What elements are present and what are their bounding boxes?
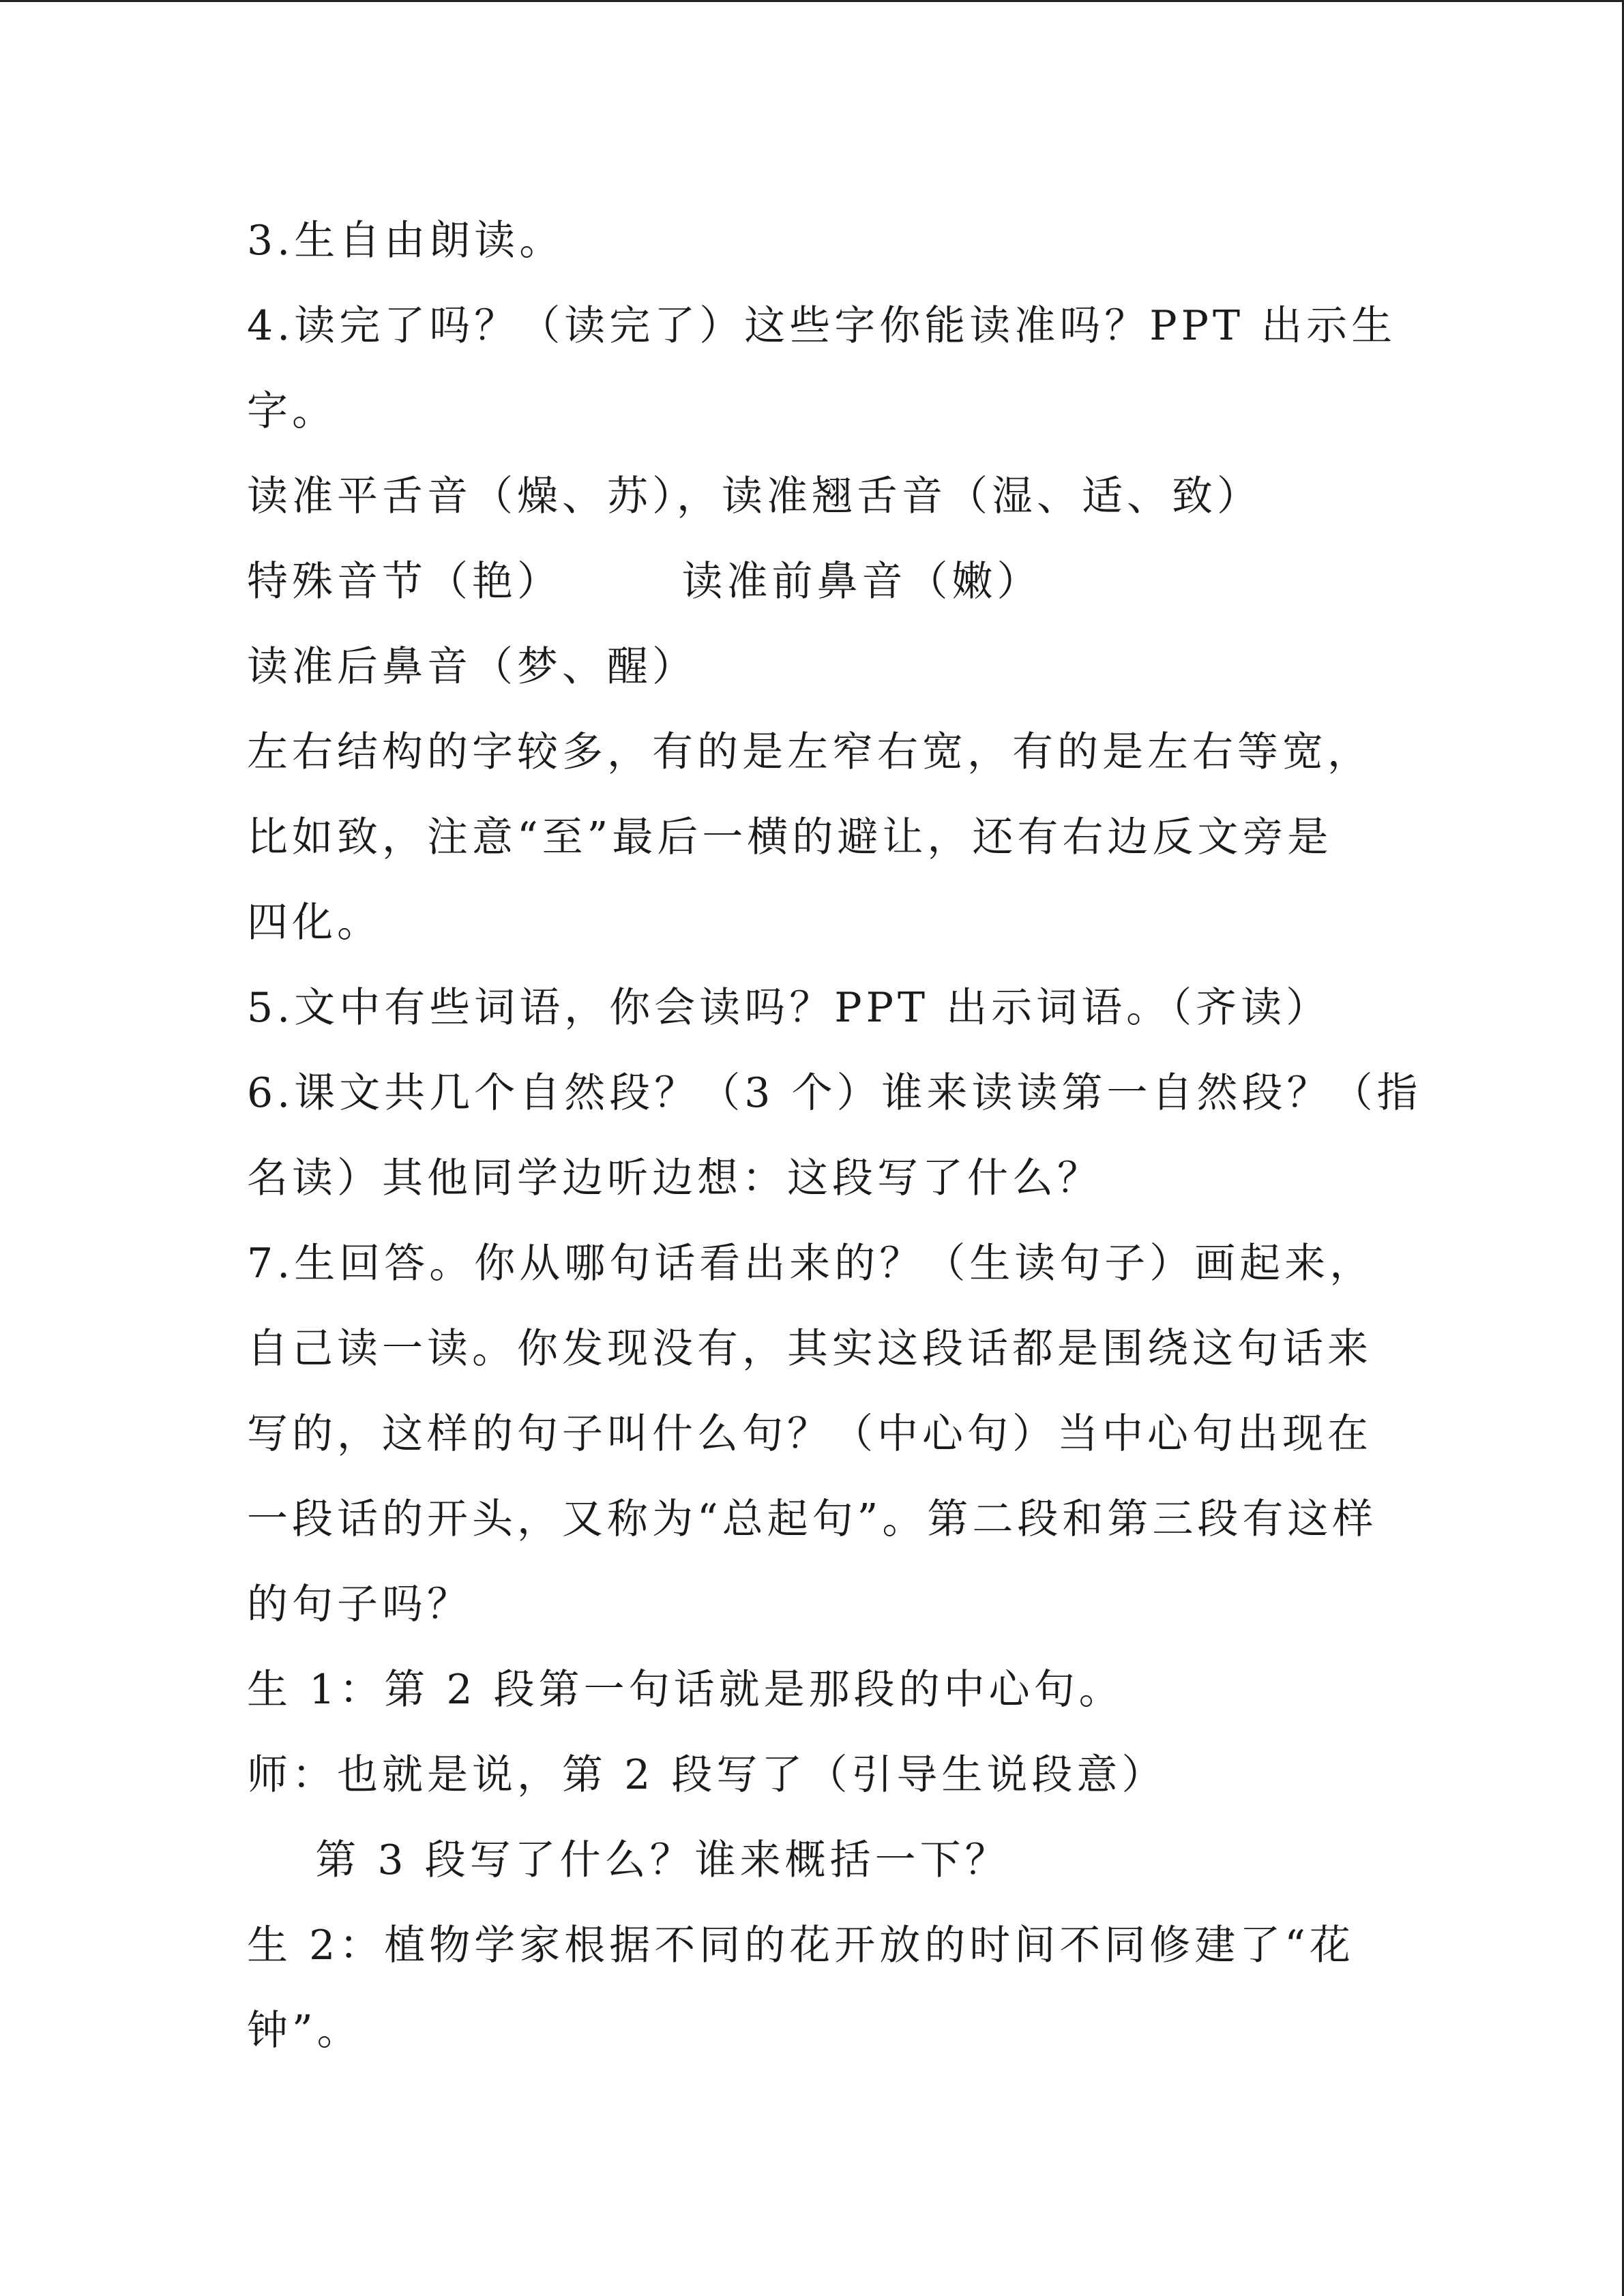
text-line: 4.读完了吗？（读完了）这些字你能读准吗？PPT 出示生 [247, 302, 1397, 350]
text-line: 生 2：植物学家根据不同的花开放的时间不同修建了“花 [247, 1922, 1355, 1969]
text-line: 第 3 段写了什么？谁来概括一下？ [247, 1836, 1010, 1884]
text-line: 的句子吗？ [247, 1581, 472, 1628]
text-line: 字。 [247, 387, 337, 435]
text-line: 7.生回答。你从哪句话看出来的？（生读句子）画起来， [247, 1240, 1375, 1287]
text-line: 左右结构的字较多，有的是左窄右宽，有的是左右等宽， [247, 728, 1372, 776]
text-line: 钟”。 [247, 2007, 362, 2055]
text-line: 四化。 [247, 899, 382, 946]
text-line: 6.课文共几个自然段？（3 个）谁来读读第一自然段？（指 [247, 1069, 1422, 1117]
text-line: 3.生自由朗读。 [247, 217, 565, 265]
text-line: 5.文中有些词语，你会读吗？PPT 出示词语。（齐读） [247, 984, 1331, 1032]
text-line: 读准平舌音（燥、苏），读准翘舌音（湿、适、致） [247, 473, 1262, 520]
text-line: 读准后鼻音（梦、醒） [247, 643, 697, 691]
text-line: 师：也就是说，第 2 段写了（引导生说段意） [247, 1751, 1167, 1799]
text-line: 自己读一读。你发现没有，其实这段话都是围绕这句话来 [247, 1325, 1372, 1373]
text-line: 写的，这样的句子叫什么句？（中心句）当中心句出现在 [247, 1410, 1372, 1458]
text-line: 名读）其他同学边听边想：这段写了什么？ [247, 1154, 1102, 1202]
text-line: 一段话的开头，又称为“总起句”。第二段和第三段有这样 [247, 1495, 1378, 1543]
text-line: 比如致，注意“至”最后一横的避让，还有右边反文旁是 [247, 814, 1333, 861]
text-line: 生 1：第 2 段第一句话就是那段的中心句。 [247, 1666, 1124, 1714]
text-line: 特殊音节（艳） 读准前鼻音（嫩） [247, 558, 1042, 606]
